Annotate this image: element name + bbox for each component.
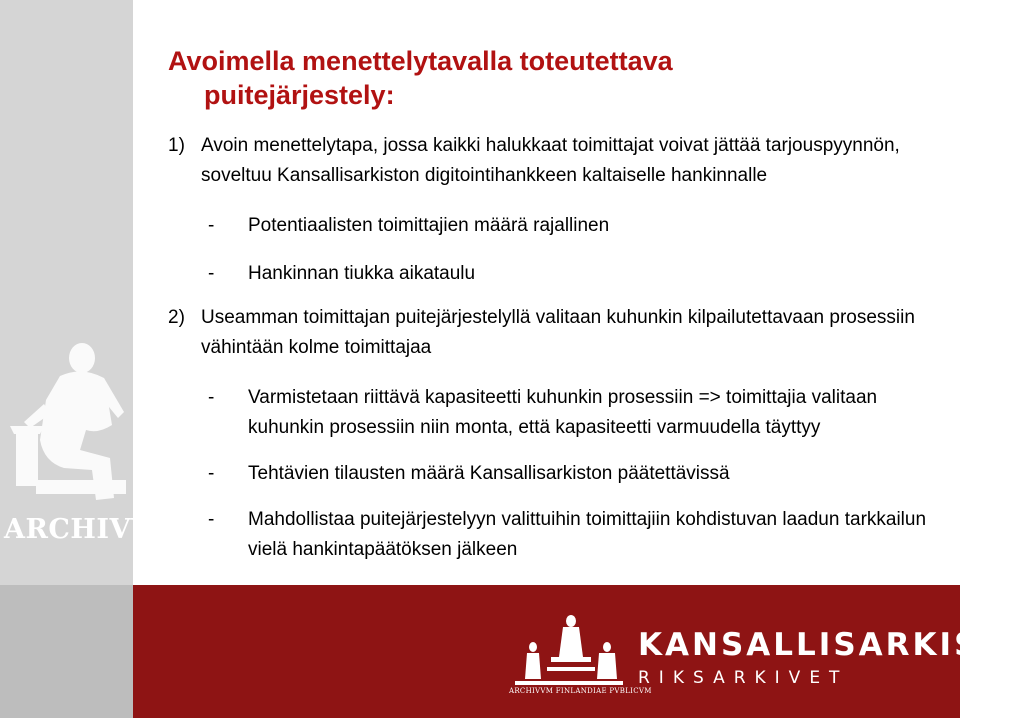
- archive-statue-emblem-icon: [0, 330, 133, 510]
- sub-item: [208, 211, 948, 241]
- archive-wordmark: ARCHIVVM: [4, 514, 183, 545]
- sidebar-bottom-block: [0, 585, 133, 718]
- footer-band: [133, 585, 1033, 718]
- item-text: Avoin menettelytapa, jossa kaikki halukkaat toimittajat voivat jättää tarjouspyynnön, soveltuu Kansallisarkiston digitointihankkeen kaltaiselle hankinnalle: [201, 135, 900, 186]
- sub-item-text: Mahdollistaa puitejärjestelyyn valittuihin toimittajiin kohdistuvan laadun tarkkailun vielä hankintapäätöksen jälkeen: [248, 509, 927, 560]
- numbered-item: [168, 131, 948, 191]
- sub-item-text: Hankinnan tiukka aikataulu: [248, 263, 476, 284]
- slide-body: [168, 131, 948, 565]
- dash-bullet: -: [208, 215, 215, 236]
- item-number: 2): [168, 307, 185, 328]
- title-line-2: puitejärjestely:: [204, 80, 395, 110]
- sub-item: [208, 259, 948, 289]
- dash-bullet: -: [208, 463, 215, 484]
- slide-title: [168, 44, 673, 112]
- title-line-1: Avoimella menettelytavalla toteutettava: [168, 46, 673, 76]
- dash-bullet: -: [208, 387, 215, 408]
- sub-item-text: Tehtävien tilausten määrä Kansallisarkiston päätettävissä: [248, 463, 730, 484]
- kansallisarkisto-logo-icon: [511, 609, 626, 689]
- brand-subtitle: RIKSARKIVET: [638, 668, 849, 688]
- sub-item: [208, 383, 948, 443]
- sub-item: [208, 459, 948, 489]
- sub-item-text: Potentiaalisten toimittajien määrä rajallinen: [248, 215, 610, 236]
- item-text: Useamman toimittajan puitejärjestelyllä valitaan kuhunkin kilpailutettavaan prosessiin vähintään kolme toimittajaa: [201, 307, 915, 358]
- dash-bullet: -: [208, 509, 215, 530]
- sub-item-text: Varmistetaan riittävä kapasiteetti kuhunkin prosessiin => toimittajia valitaan kuhunkin prosessiin niin monta, että kapasiteetti varmuudella täyttyy: [248, 387, 878, 438]
- item-number: 1): [168, 135, 185, 156]
- dash-bullet: -: [208, 263, 215, 284]
- sub-item: [208, 505, 948, 565]
- logo-caption: ARCHIVVM FINLANDIAE PVBLICVM: [509, 687, 652, 695]
- numbered-item: [168, 303, 948, 363]
- brand-name: KANSALLISARKISTO: [638, 627, 1033, 663]
